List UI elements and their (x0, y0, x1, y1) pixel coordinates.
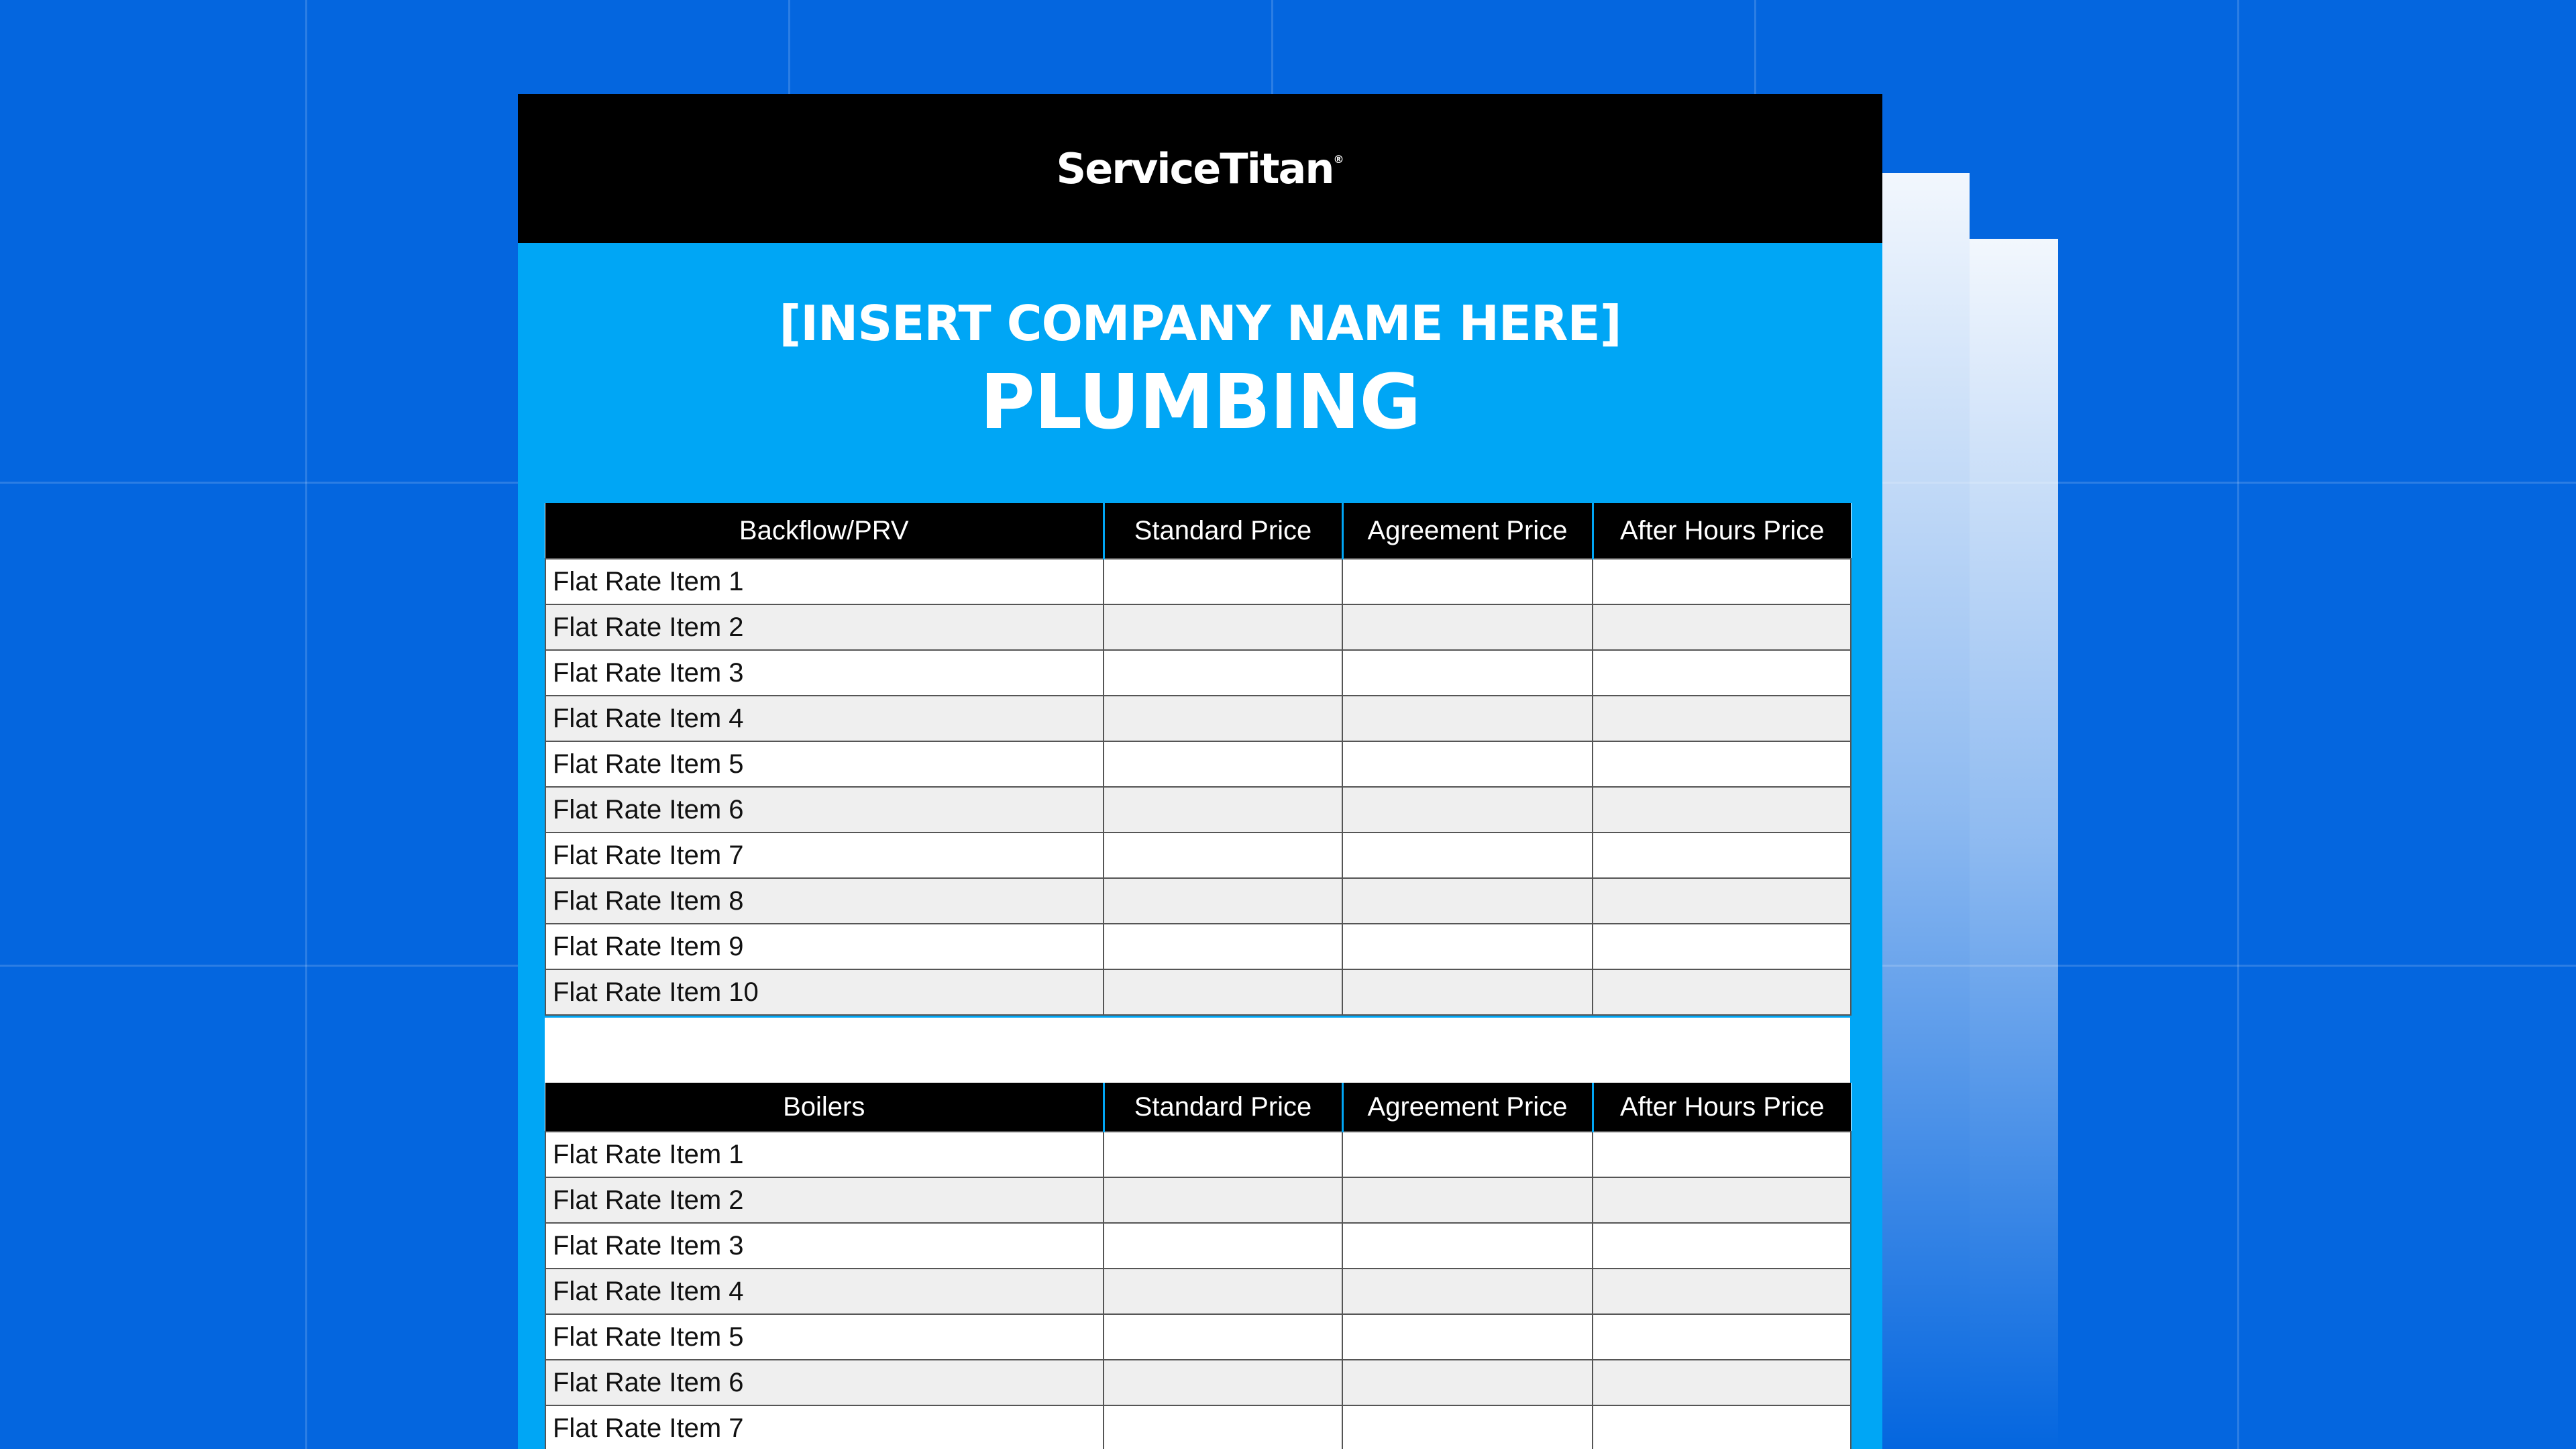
company-name-placeholder: [INSERT COMPANY NAME HERE] (779, 295, 1621, 352)
grid-line (2237, 0, 2239, 1449)
trade-title: PLUMBING (979, 359, 1421, 446)
category-header: Boilers (545, 1083, 1104, 1132)
price-cell[interactable] (1104, 1223, 1342, 1269)
price-cell[interactable] (1104, 787, 1342, 833)
item-name: Flat Rate Item 8 (545, 878, 1104, 924)
price-cell[interactable] (1593, 787, 1851, 833)
price-cell[interactable] (1342, 696, 1593, 741)
price-cell[interactable] (1342, 604, 1593, 650)
price-cell[interactable] (1342, 833, 1593, 878)
price-cell[interactable] (1342, 1223, 1593, 1269)
price-cell[interactable] (1104, 1405, 1342, 1449)
item-name: Flat Rate Item 1 (545, 1132, 1104, 1177)
table-header-row (545, 1083, 1851, 1132)
price-cell[interactable] (1342, 1269, 1593, 1314)
table-row (545, 1177, 1851, 1223)
stacked-page (1970, 239, 2058, 1449)
item-name: Flat Rate Item 10 (545, 969, 1104, 1015)
price-cell[interactable] (1342, 1132, 1593, 1177)
price-cell[interactable] (1342, 878, 1593, 924)
price-cell[interactable] (1593, 696, 1851, 741)
table-row (545, 969, 1851, 1015)
price-cell[interactable] (1593, 1269, 1851, 1314)
price-cell[interactable] (1593, 650, 1851, 696)
registered-mark: ® (1333, 152, 1344, 166)
price-cell[interactable] (1593, 924, 1851, 969)
price-cell[interactable] (1104, 1177, 1342, 1223)
item-name: Flat Rate Item 1 (545, 559, 1104, 604)
price-cell[interactable] (1342, 1177, 1593, 1223)
table-row (545, 741, 1851, 787)
column-header-after-hours: After Hours Price (1593, 503, 1851, 559)
price-cell[interactable] (1342, 1360, 1593, 1405)
price-cell[interactable] (1342, 1314, 1593, 1360)
price-cell[interactable] (1104, 604, 1342, 650)
table-row (545, 1314, 1851, 1360)
brand-logo (1057, 144, 1344, 193)
table-header-row (545, 503, 1851, 559)
table-spacer (545, 1018, 1850, 1083)
price-cell[interactable] (1593, 1177, 1851, 1223)
price-cell[interactable] (1593, 1132, 1851, 1177)
price-cell[interactable] (1104, 1132, 1342, 1177)
brand-name: ServiceTitan (1056, 144, 1334, 193)
table-row (545, 1223, 1851, 1269)
price-cell[interactable] (1342, 741, 1593, 787)
grid-line (305, 0, 307, 1449)
price-cell[interactable] (1593, 969, 1851, 1015)
price-cell[interactable] (1104, 969, 1342, 1015)
table-row (545, 1269, 1851, 1314)
item-name: Flat Rate Item 2 (545, 1177, 1104, 1223)
column-header-agreement: Agreement Price (1342, 503, 1593, 559)
item-name: Flat Rate Item 2 (545, 604, 1104, 650)
column-header-standard: Standard Price (1104, 503, 1342, 559)
price-cell[interactable] (1104, 878, 1342, 924)
price-table-backflow (545, 503, 1851, 1016)
price-cell[interactable] (1342, 787, 1593, 833)
price-cell[interactable] (1593, 1360, 1851, 1405)
price-cell[interactable] (1342, 559, 1593, 604)
price-cell[interactable] (1593, 878, 1851, 924)
price-cell[interactable] (1104, 559, 1342, 604)
price-cell[interactable] (1593, 604, 1851, 650)
price-table-boilers (545, 1083, 1851, 1449)
item-name: Flat Rate Item 6 (545, 787, 1104, 833)
table-row (545, 650, 1851, 696)
item-name: Flat Rate Item 7 (545, 1405, 1104, 1449)
price-cell[interactable] (1342, 969, 1593, 1015)
table-row (545, 1360, 1851, 1405)
price-cell[interactable] (1104, 650, 1342, 696)
price-cell[interactable] (1104, 1360, 1342, 1405)
price-cell[interactable] (1342, 1405, 1593, 1449)
item-name: Flat Rate Item 3 (545, 650, 1104, 696)
table-row (545, 696, 1851, 741)
table-row (545, 924, 1851, 969)
price-cell[interactable] (1342, 650, 1593, 696)
table-row (545, 878, 1851, 924)
item-name: Flat Rate Item 7 (545, 833, 1104, 878)
table-row (545, 559, 1851, 604)
item-name: Flat Rate Item 6 (545, 1360, 1104, 1405)
table-row (545, 1405, 1851, 1449)
price-cell[interactable] (1104, 924, 1342, 969)
price-cell[interactable] (1593, 1223, 1851, 1269)
column-header-standard: Standard Price (1104, 1083, 1342, 1132)
table-row (545, 833, 1851, 878)
document-header (518, 94, 1882, 243)
item-name: Flat Rate Item 5 (545, 741, 1104, 787)
item-name: Flat Rate Item 5 (545, 1314, 1104, 1360)
price-cell[interactable] (1104, 1269, 1342, 1314)
price-cell[interactable] (1342, 924, 1593, 969)
item-name: Flat Rate Item 4 (545, 696, 1104, 741)
item-name: Flat Rate Item 3 (545, 1223, 1104, 1269)
price-cell[interactable] (1593, 559, 1851, 604)
table-row (545, 604, 1851, 650)
table-row (545, 1132, 1851, 1177)
column-header-after-hours: After Hours Price (1593, 1083, 1851, 1132)
price-cell[interactable] (1593, 1405, 1851, 1449)
stacked-page (1882, 173, 1970, 1449)
table-row (545, 787, 1851, 833)
price-cell[interactable] (1104, 696, 1342, 741)
price-sheet-document (518, 94, 1882, 1449)
price-cell[interactable] (1104, 1314, 1342, 1360)
item-name: Flat Rate Item 4 (545, 1269, 1104, 1314)
column-header-agreement: Agreement Price (1342, 1083, 1593, 1132)
price-cell[interactable] (1593, 833, 1851, 878)
price-cell[interactable] (1104, 741, 1342, 787)
item-name: Flat Rate Item 9 (545, 924, 1104, 969)
price-cell[interactable] (1593, 741, 1851, 787)
price-cell[interactable] (1104, 833, 1342, 878)
price-cell[interactable] (1593, 1314, 1851, 1360)
category-header: Backflow/PRV (545, 503, 1104, 559)
